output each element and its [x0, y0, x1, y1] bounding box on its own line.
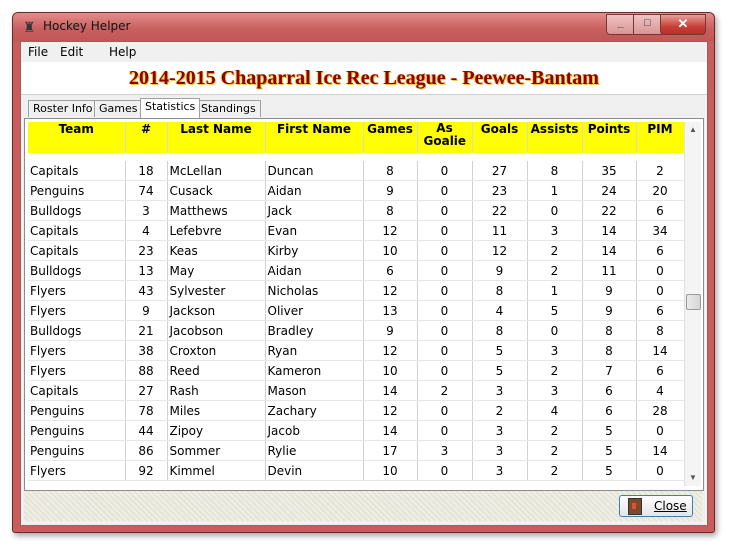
- table-cell: Oliver: [265, 301, 363, 321]
- table-cell: Penguins: [28, 421, 125, 441]
- table-cell: 3: [472, 381, 527, 401]
- table-cell: 11: [472, 221, 527, 241]
- table-cell: 6: [582, 381, 636, 401]
- table-cell: Mason: [265, 381, 363, 401]
- col-header-assists[interactable]: Assists: [527, 122, 582, 153]
- exit-door-icon: [628, 498, 642, 515]
- table-cell: Evan: [265, 221, 363, 241]
- scroll-down-arrow-icon[interactable]: ▼: [689, 473, 697, 482]
- statistics-panel: [24, 118, 704, 491]
- tab-statistics[interactable]: Statistics: [140, 98, 200, 118]
- table-cell: McLellan: [167, 161, 265, 181]
- table-cell: 5: [472, 341, 527, 361]
- table-cell: 5: [472, 361, 527, 381]
- table-cell: Bulldogs: [28, 321, 125, 341]
- table-cell: 2: [636, 161, 684, 181]
- col-header-as-goalie[interactable]: As Goalie: [417, 122, 472, 153]
- close-button[interactable]: [619, 495, 693, 517]
- table-cell: 3: [527, 381, 582, 401]
- table-cell: 5: [582, 461, 636, 481]
- maximize-button[interactable]: □: [633, 14, 662, 35]
- table-cell: 10: [363, 361, 417, 381]
- table-cell: 8: [472, 281, 527, 301]
- table-cell: May: [167, 261, 265, 281]
- table-cell: Flyers: [28, 361, 125, 381]
- tab-games[interactable]: Games: [94, 100, 142, 117]
- table-cell: 0: [417, 421, 472, 441]
- table-cell: Miles: [167, 401, 265, 421]
- table-cell: 2: [527, 421, 582, 441]
- table-cell: Kameron: [265, 361, 363, 381]
- col-header-goals[interactable]: Goals: [472, 122, 527, 153]
- table-cell: 78: [125, 401, 167, 421]
- tab-standings[interactable]: Standings: [196, 100, 261, 117]
- table-cell: Rylie: [265, 441, 363, 461]
- table-row[interactable]: [28, 301, 684, 321]
- header-spacer: [28, 153, 684, 161]
- stats-table: [28, 122, 684, 481]
- col-header-points[interactable]: Points: [582, 122, 636, 153]
- col-header-pim[interactable]: PIM: [636, 122, 684, 153]
- table-cell: Bulldogs: [28, 201, 125, 221]
- table-cell: Lefebvre: [167, 221, 265, 241]
- table-cell: 20: [636, 181, 684, 201]
- table-cell: 21: [125, 321, 167, 341]
- table-cell: Ryan: [265, 341, 363, 361]
- table-cell: Matthews: [167, 201, 265, 221]
- table-cell: Zipoy: [167, 421, 265, 441]
- table-row[interactable]: [28, 461, 684, 481]
- table-cell: Kirby: [265, 241, 363, 261]
- window-close-button[interactable]: ✕: [660, 14, 706, 35]
- table-cell: 11: [582, 261, 636, 281]
- scroll-up-arrow-icon[interactable]: ▲: [689, 125, 697, 134]
- table-cell: 14: [636, 341, 684, 361]
- table-cell: 9: [472, 261, 527, 281]
- table-cell: 5: [582, 421, 636, 441]
- table-cell: 0: [527, 201, 582, 221]
- table-cell: 44: [125, 421, 167, 441]
- table-cell: Penguins: [28, 441, 125, 461]
- table-cell: 0: [417, 201, 472, 221]
- table-cell: 0: [417, 361, 472, 381]
- table-cell: 86: [125, 441, 167, 461]
- menu-edit[interactable]: Edit: [60, 45, 84, 59]
- table-cell: Capitals: [28, 161, 125, 181]
- table-cell: Flyers: [28, 341, 125, 361]
- table-cell: 28: [636, 401, 684, 421]
- table-cell: 10: [363, 461, 417, 481]
- table-cell: Croxton: [167, 341, 265, 361]
- table-cell: 4: [636, 381, 684, 401]
- table-cell: 2: [527, 361, 582, 381]
- table-cell: 2: [527, 441, 582, 461]
- table-cell: Aidan: [265, 261, 363, 281]
- table-cell: 27: [472, 161, 527, 181]
- table-cell: 9: [363, 321, 417, 341]
- table-cell: 0: [636, 421, 684, 441]
- table-cell: 23: [125, 241, 167, 261]
- table-cell: 0: [636, 281, 684, 301]
- hockey-player-icon: ♜: [23, 19, 36, 35]
- table-cell: Bulldogs: [28, 261, 125, 281]
- table-row[interactable]: [28, 281, 684, 301]
- table-cell: Reed: [167, 361, 265, 381]
- table-cell: 8: [582, 341, 636, 361]
- table-cell: Jack: [265, 201, 363, 221]
- table-cell: 10: [363, 241, 417, 261]
- table-cell: Jacob: [265, 421, 363, 441]
- title-bar[interactable]: [13, 13, 714, 41]
- table-cell: 2: [527, 461, 582, 481]
- table-cell: 14: [363, 381, 417, 401]
- menu-file[interactable]: File: [28, 45, 49, 59]
- tab-roster-info[interactable]: Roster Info: [28, 100, 98, 117]
- table-cell: Sylvester: [167, 281, 265, 301]
- table-cell: 5: [527, 301, 582, 321]
- table-cell: 13: [363, 301, 417, 321]
- table-row[interactable]: [28, 201, 684, 221]
- table-cell: 9: [582, 301, 636, 321]
- table-cell: 0: [417, 281, 472, 301]
- table-row[interactable]: [28, 361, 684, 381]
- table-cell: 0: [417, 261, 472, 281]
- table-cell: 6: [636, 361, 684, 381]
- table-cell: 22: [582, 201, 636, 221]
- table-cell: 14: [582, 241, 636, 261]
- table-cell: Sommer: [167, 441, 265, 461]
- table-cell: 92: [125, 461, 167, 481]
- table-cell: 8: [527, 161, 582, 181]
- table-cell: 38: [125, 341, 167, 361]
- table-cell: 9: [582, 281, 636, 301]
- table-cell: 43: [125, 281, 167, 301]
- table-cell: 6: [582, 401, 636, 421]
- table-cell: 74: [125, 181, 167, 201]
- table-cell: 3: [417, 441, 472, 461]
- table-cell: 0: [527, 321, 582, 341]
- table-row[interactable]: [28, 341, 684, 361]
- table-cell: 8: [472, 321, 527, 341]
- col-header-first-name[interactable]: First Name: [265, 122, 363, 153]
- table-cell: Keas: [167, 241, 265, 261]
- vertical-scrollbar[interactable]: [684, 122, 701, 486]
- col-header-last-name[interactable]: Last Name: [167, 122, 265, 153]
- table-cell: 14: [636, 441, 684, 461]
- table-cell: 8: [582, 321, 636, 341]
- table-cell: 17: [363, 441, 417, 461]
- table-row[interactable]: [28, 421, 684, 441]
- table-cell: 4: [527, 401, 582, 421]
- window-title: Hockey Helper: [43, 19, 131, 33]
- table-cell: 0: [417, 461, 472, 481]
- table-cell: 27: [125, 381, 167, 401]
- table-cell: 2: [527, 261, 582, 281]
- table-cell: Capitals: [28, 381, 125, 401]
- table-cell: Penguins: [28, 401, 125, 421]
- table-cell: 7: [582, 361, 636, 381]
- table-row[interactable]: [28, 161, 684, 181]
- table-cell: 0: [417, 301, 472, 321]
- table-cell: 1: [527, 281, 582, 301]
- table-cell: 6: [636, 241, 684, 261]
- table-cell: 34: [636, 221, 684, 241]
- table-cell: 0: [417, 221, 472, 241]
- footer-bar: [24, 491, 702, 521]
- header-row: [28, 122, 684, 153]
- league-banner: 2014-2015 Chaparral Ice Rec League - Peewee-Bantam: [21, 62, 707, 95]
- table-row[interactable]: [28, 321, 684, 341]
- table-cell: Zachary: [265, 401, 363, 421]
- menu-help[interactable]: Help: [109, 45, 137, 59]
- table-cell: 0: [417, 241, 472, 261]
- table-cell: 3: [472, 461, 527, 481]
- table-cell: 14: [582, 221, 636, 241]
- table-cell: 3: [472, 421, 527, 441]
- table-cell: 3: [125, 201, 167, 221]
- table-cell: Nicholas: [265, 281, 363, 301]
- close-button-label: Close: [654, 499, 687, 513]
- tab-strip: [25, 98, 705, 118]
- table-cell: 0: [417, 161, 472, 181]
- table-cell: 6: [636, 301, 684, 321]
- table-cell: Devin: [265, 461, 363, 481]
- table-cell: 23: [472, 181, 527, 201]
- table-cell: Penguins: [28, 181, 125, 201]
- table-cell: 4: [472, 301, 527, 321]
- table-cell: 12: [363, 401, 417, 421]
- table-cell: 3: [472, 441, 527, 461]
- table-cell: Rash: [167, 381, 265, 401]
- table-cell: 1: [527, 181, 582, 201]
- table-row[interactable]: [28, 441, 684, 461]
- table-cell: 35: [582, 161, 636, 181]
- table-cell: 8: [363, 161, 417, 181]
- table-cell: 6: [363, 261, 417, 281]
- table-cell: Duncan: [265, 161, 363, 181]
- table-cell: Jackson: [167, 301, 265, 321]
- table-cell: Flyers: [28, 461, 125, 481]
- table-cell: 3: [527, 341, 582, 361]
- table-cell: Flyers: [28, 301, 125, 321]
- table-cell: 8: [363, 201, 417, 221]
- table-cell: 22: [472, 201, 527, 221]
- table-cell: 2: [472, 401, 527, 421]
- table-cell: 4: [125, 221, 167, 241]
- table-cell: 0: [417, 341, 472, 361]
- table-cell: 9: [363, 181, 417, 201]
- table-row[interactable]: [28, 181, 684, 201]
- table-cell: Flyers: [28, 281, 125, 301]
- table-cell: 12: [363, 221, 417, 241]
- table-cell: Capitals: [28, 221, 125, 241]
- table-cell: 12: [363, 341, 417, 361]
- col-header-team[interactable]: Team: [28, 122, 125, 153]
- minimize-button[interactable]: _: [606, 14, 635, 35]
- table-cell: 18: [125, 161, 167, 181]
- table-cell: 6: [636, 201, 684, 221]
- table-cell: 9: [125, 301, 167, 321]
- table-cell: 3: [527, 221, 582, 241]
- table-cell: 2: [417, 381, 472, 401]
- table-cell: Jacobson: [167, 321, 265, 341]
- app-window: [12, 12, 715, 533]
- table-row[interactable]: [28, 221, 684, 241]
- table-row[interactable]: [28, 261, 684, 281]
- stats-grid[interactable]: [28, 122, 684, 486]
- table-row[interactable]: [28, 241, 684, 261]
- table-cell: Bradley: [265, 321, 363, 341]
- table-cell: Capitals: [28, 241, 125, 261]
- table-cell: 12: [363, 281, 417, 301]
- table-cell: 0: [417, 401, 472, 421]
- table-cell: 14: [363, 421, 417, 441]
- col-header-number[interactable]: #: [125, 122, 167, 153]
- client-area: [20, 41, 708, 526]
- table-cell: 13: [125, 261, 167, 281]
- table-cell: 12: [472, 241, 527, 261]
- table-cell: Aidan: [265, 181, 363, 201]
- table-cell: 0: [636, 261, 684, 281]
- table-row[interactable]: [28, 381, 684, 401]
- table-cell: 8: [636, 321, 684, 341]
- table-cell: 24: [582, 181, 636, 201]
- table-cell: 0: [636, 461, 684, 481]
- table-cell: Kimmel: [167, 461, 265, 481]
- table-row[interactable]: [28, 401, 684, 421]
- col-header-games[interactable]: Games: [363, 122, 417, 153]
- menu-bar: [21, 42, 707, 62]
- table-cell: 0: [417, 321, 472, 341]
- scroll-thumb[interactable]: [686, 294, 701, 310]
- table-cell: Cusack: [167, 181, 265, 201]
- table-cell: 2: [527, 241, 582, 261]
- table-cell: 88: [125, 361, 167, 381]
- table-cell: 0: [417, 181, 472, 201]
- table-cell: 5: [582, 441, 636, 461]
